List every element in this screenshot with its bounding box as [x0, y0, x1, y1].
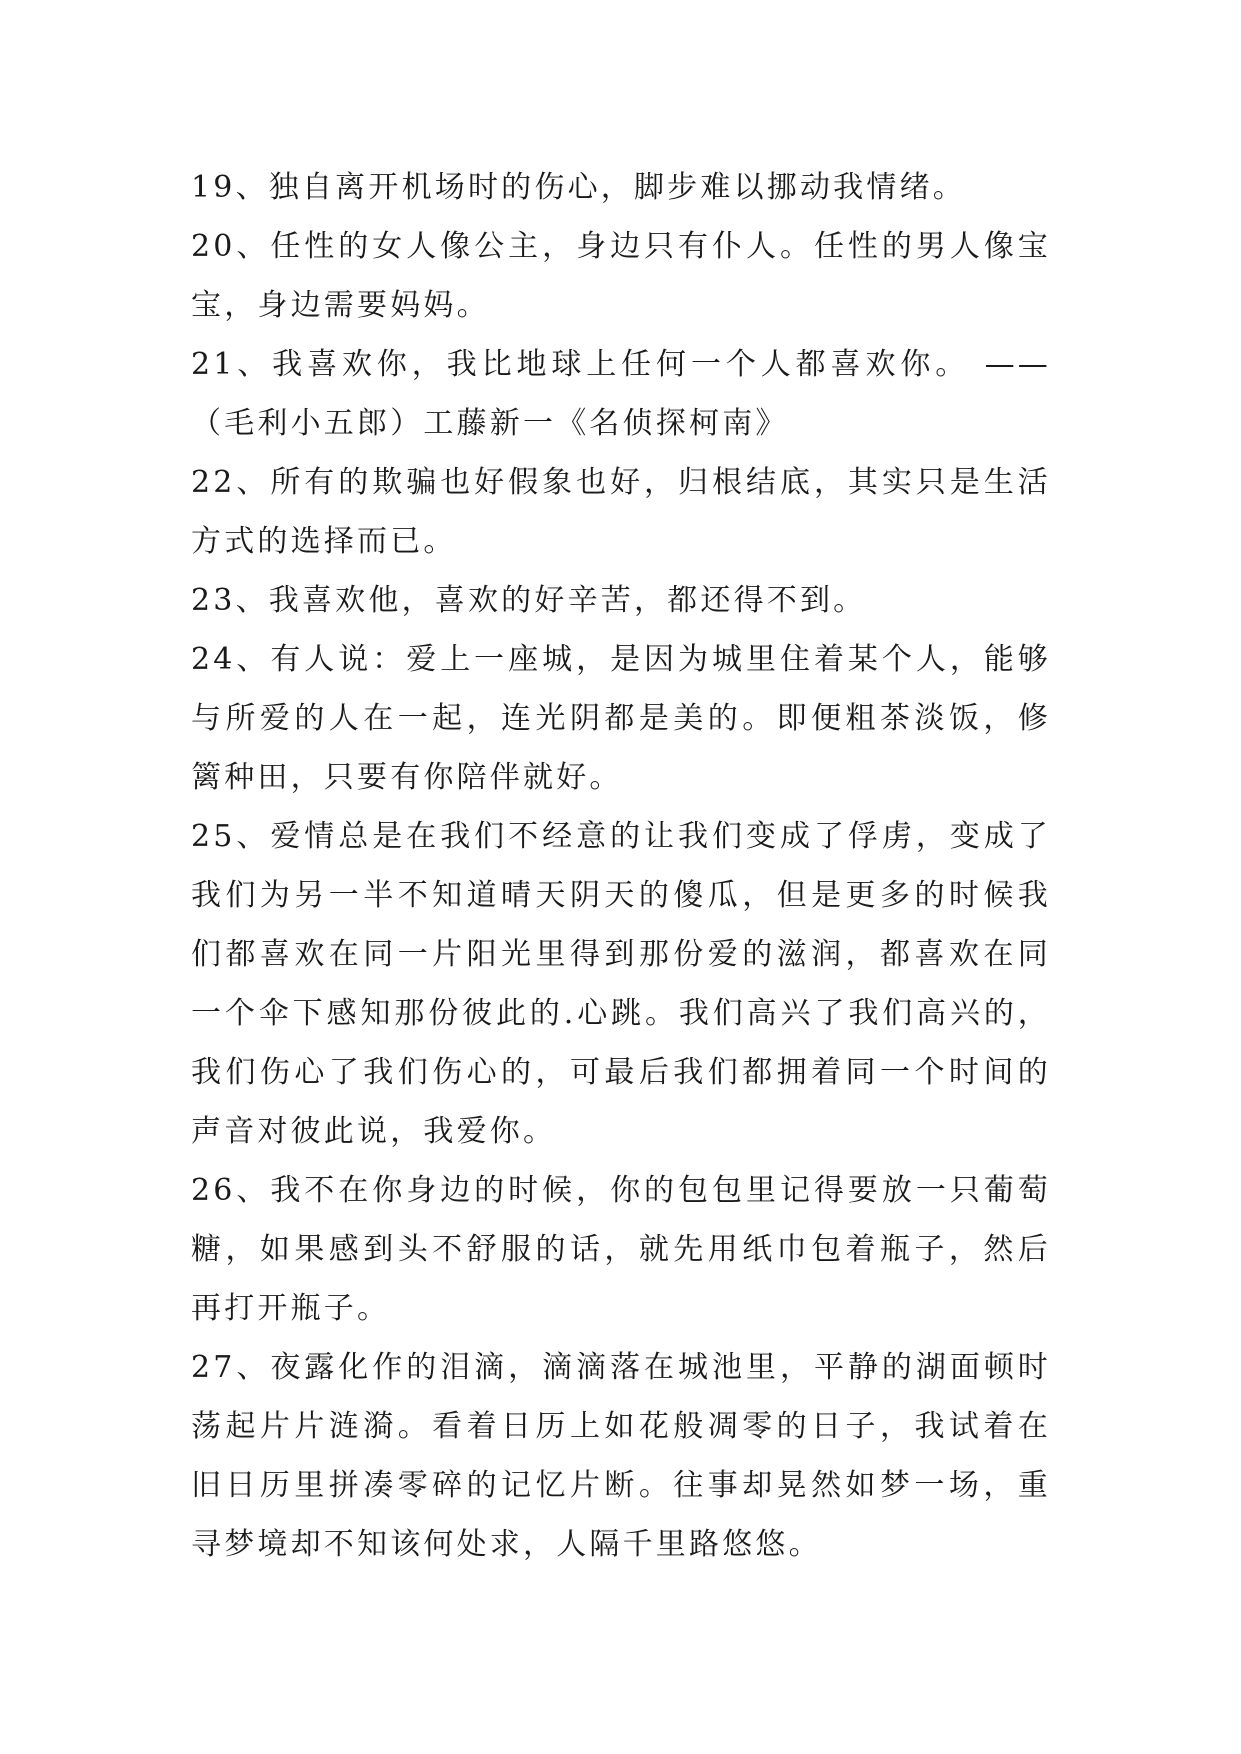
- quote-list: [191, 158, 1051, 1574]
- quote-entry-27: 27、夜露化作的泪滴，滴滴落在城池里，平静的湖面顿时荡起片片涟漪。看着日历上如花般凋零的日子，我试着在旧日历里拼凑零碎的记忆片断。往事却晃然如梦一场，重寻梦境却不知该何处求，人隔千里路悠悠。: [191, 1350, 1051, 1562]
- quote-entry-20: 20、任性的女人像公主，身边只有仆人。任性的男人像宝宝，身边需要妈妈。: [191, 229, 1051, 323]
- quote-entry-21: 21、我喜欢你，我比地球上任何一个人都喜欢你。 ——（毛利小五郎）工藤新一《名侦探柯南》: [191, 347, 1051, 441]
- quote-entry-26: 26、我不在你身边的时候，你的包包里记得要放一只葡萄糖，如果感到头不舒服的话，就先用纸巾包着瓶子，然后再打开瓶子。: [191, 1173, 1051, 1326]
- quote-entry-19: 19、独自离开机场时的伤心，脚步难以挪动我情绪。: [191, 170, 966, 205]
- quote-entry-24: 24、有人说：爱上一座城，是因为城里住着某个人，能够与所爱的人在一起，连光阴都是美的。即便粗茶淡饭，修篱种田，只要有你陪伴就好。: [191, 642, 1051, 795]
- quote-entry-25: 25、爱情总是在我们不经意的让我们变成了俘虏，变成了我们为另一半不知道晴天阴天的傻瓜，但是更多的时候我们都喜欢在同一片阳光里得到那份爱的滋润，都喜欢在同一个伞下感知那份彼此的.心跳。我们高兴了我们高兴的，我们伤心了我们伤心的，可最后我们都拥着同一个时间的声音对彼此说，我爱你。: [191, 819, 1051, 1149]
- quote-entry-23: 23、我喜欢他，喜欢的好辛苦，都还得不到。: [191, 583, 867, 618]
- quote-entry-22: 22、所有的欺骗也好假象也好，归根结底，其实只是生活方式的选择而已。: [191, 465, 1051, 559]
